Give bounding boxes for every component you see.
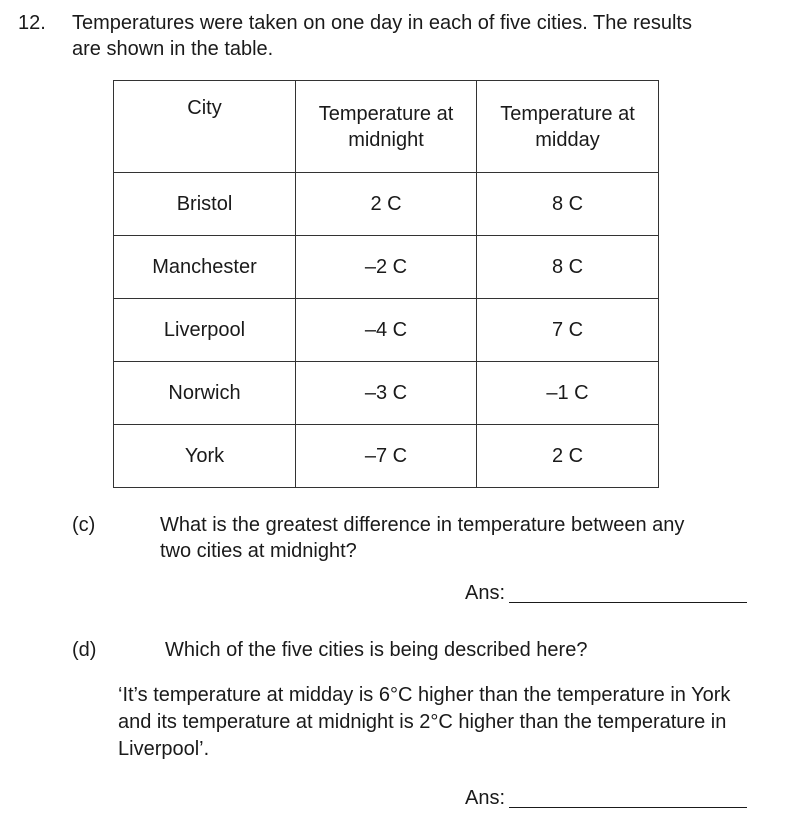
table-row	[114, 299, 659, 362]
cell-city: Norwich	[114, 362, 296, 425]
part-d-quote: ‘It’s temperature at midday is 6°C higher than the temperature in York and its temperature at midnight is 2°C higher than the temperature in Liverpool’.	[118, 684, 731, 760]
cell-midday: –1 C	[477, 362, 659, 425]
part-c-label: (c)	[72, 514, 96, 536]
table-row	[114, 425, 659, 488]
table-row	[114, 173, 659, 236]
temperature-table	[113, 80, 659, 488]
header-midnight: Temperature at midnight	[296, 81, 477, 173]
header-midday: Temperature at midday	[477, 81, 659, 173]
question-number: 12.	[18, 12, 46, 34]
cell-city: York	[114, 425, 296, 488]
cell-midday: 8 C	[477, 236, 659, 299]
part-d-answer-line[interactable]	[509, 807, 747, 808]
part-d-label: (d)	[72, 639, 97, 661]
cell-midnight: –2 C	[296, 236, 477, 299]
cell-midnight: –3 C	[296, 362, 477, 425]
cell-midnight: –4 C	[296, 299, 477, 362]
part-d-question: Which of the five cities is being described here?	[165, 639, 588, 661]
table-header-row	[114, 81, 659, 173]
part-c-answer-line[interactable]	[509, 602, 747, 603]
part-c-question: What is the greatest difference in temperature between any two cities at midnight?	[160, 514, 685, 562]
header-city: City	[114, 81, 296, 173]
table-row	[114, 236, 659, 299]
part-d-answer-label: Ans:	[465, 787, 506, 809]
cell-city: Manchester	[114, 236, 296, 299]
cell-midnight: 2 C	[296, 173, 477, 236]
question-intro: Temperatures were taken on one day in each of five cities. The results are shown in the table.	[72, 12, 692, 60]
cell-midnight: –7 C	[296, 425, 477, 488]
cell-midday: 8 C	[477, 173, 659, 236]
table-row	[114, 362, 659, 425]
part-c-answer-label: Ans:	[465, 582, 506, 604]
cell-city: Bristol	[114, 173, 296, 236]
cell-city: Liverpool	[114, 299, 296, 362]
cell-midday: 7 C	[477, 299, 659, 362]
cell-midday: 2 C	[477, 425, 659, 488]
